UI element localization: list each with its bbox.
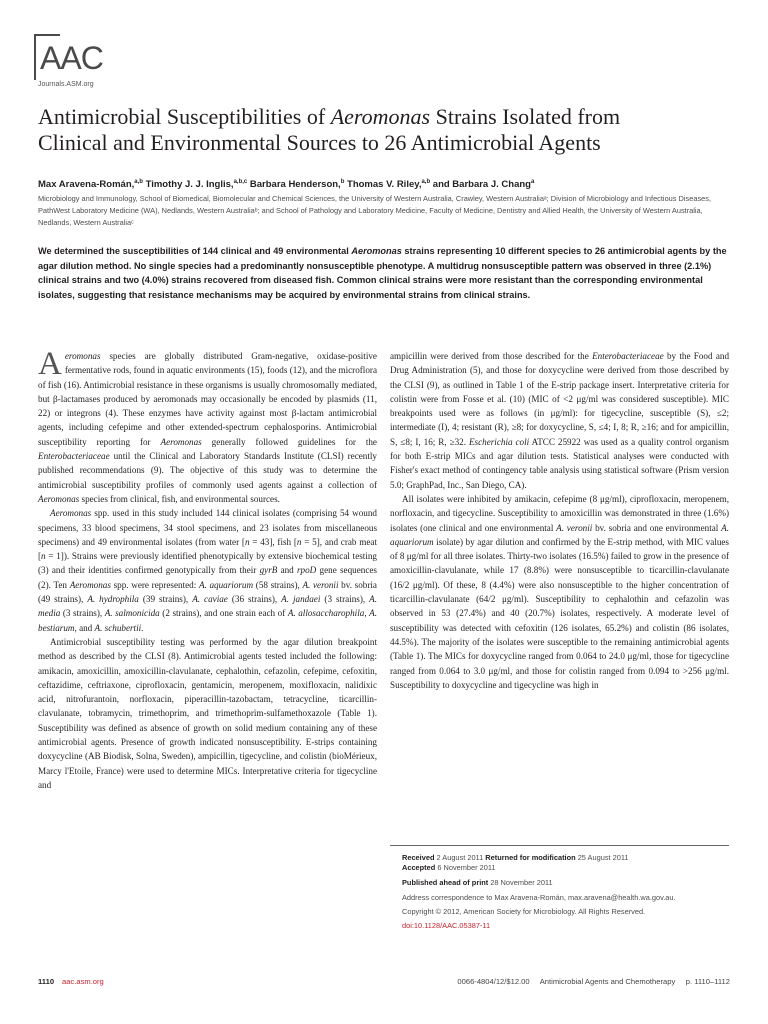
received-date: Received 2 August 2011 Returned for modification 25 August 2011 [402,853,629,862]
author: Timothy J. J. Inglis,$^{a,b,c}$ [145,179,248,191]
correspondence: Address correspondence to Max Aravena-Román, max.aravena@health.wa.gov.au. [402,893,676,902]
published-date: Published ahead of print 28 November 2011 [402,878,553,887]
copyright: Copyright © 2012, American Society for Microbiology. All Rights Reserved. [402,907,646,916]
author-list [38,176,738,191]
drop-cap: A [38,346,62,382]
journal-url-link[interactable]: aac.asm.org [62,977,104,986]
article-info-box [390,845,729,936]
logo-text: AAC [40,40,103,76]
citation-line: 0066-4804/12/$12.00 Antimicrobial Agents and Chemotherapy p. 1110–1112 [457,977,730,986]
author: Max Aravena-Román,$^{a,b}$ [38,179,143,191]
journal-logo [34,34,114,94]
author: Barbara Henderson,$^b$ [249,179,345,191]
affiliations: Microbiology and Immunology, School of Biomedical, Biomolecular and Chemical Sciences, the University of Western Australia, Crawley, Western Australiaᵃ; Division of Microbiology and Infectious Diseases, PathWest Laboratory Medicine (WA), Nedlands, Western Australiaᵇ; and School of Pathology and Laboratory Medicine, Faculty of Medicine, Dentistry and Allied Health, the University of Western Australia, Nedlands, Western Australiaᶜ [38,194,711,227]
accepted-date: Accepted 6 November 2011 [402,863,496,872]
article-title: Antimicrobial Susceptibilities of Aeromonas Strains Isolated from Clinical and Environmental Sources to 26 Antimicrobial Agents [38,104,621,155]
doi-link[interactable]: doi:10.1128/AAC.05387-11 [402,921,491,930]
abstract: We determined the susceptibilities of 144 clinical and 49 environmental Aeromonas strains representing 10 different species to 26 antimicrobial agents by the agar dilution method. No single species had a predominantly nonsusceptible phenotype. A multidrug nonsusceptible pattern was observed in three (2.1%) clinical strains and two (4.0%) strains recovered from diseased fish. Common clinical strains were more resistant than the corresponding environmental isolates, suggesting that resistance mechanisms may be acquired by environmental strains from clinical strains. [38,246,727,300]
paragraph: ampicillin were derived from those described for the Enterobacteriaceae by the Food and Drug Administration (5), and those for doxycycline were derived from those described by the CLSI (9), as outlined in Table 1 of the E-strip package insert. Interpretative criteria for colistin were from Fosse et al. (10) (MIC of <2 μg/ml was considered susceptible). MIC breakpoints used were as follows (in μg/ml): for tigecycline, susceptible (S), ≤2; intermediate (I), 4; resistant (R), ≥8; for doxycycline, S, ≤4; I, 8; R, ≥16; and for ampicillin, S, ≤8; I, 16; R, ≥32. Escherichia coli ATCC 25922 was used as a quality control organism for both E-strip MICs and agar dilution tests. Statistical analyses were conducted with Fisher's exact method of contingency table analysis using statistical software (Prism version 5.0; GraphPad, Inc., San Diego, CA). [390,351,730,490]
body-column-right [390,349,729,824]
body-column-left [38,346,378,974]
paragraph: Antimicrobial susceptibility testing was performed by the agar dilution breakpoint method as described by the CLSI (8). Antimicrobial agents tested included the following: amikacin, amoxicillin, amoxicillin-clavulanate, cephalothin, cefazolin, cefepime, cefoxitin, ceftazidime, ceftriaxone, ciprofloxacin, gentamicin, meropenem, moxifloxacin, nalidixic acid, nitrofurantoin, norfloxacin, piperacillin-tazobactam, tetracycline, ticarcillin-clavulanate, tobramycin, trimethoprim, and trimethoprim-sulfamethoxazole (Table 1). Susceptibility was defined as absence of growth on solid medium containing any of these antimicrobial agents. Presence of growth indicated nonsusceptibility. E-strips containing doxycycline (AB Biodisk, Solna, Sweden), ampicillin, tigecycline, and colistin (bioMérieux, Marcy l'Etoile, France) were used to determine MICs. Interpretative criteria for tigecycline and [38,636,377,790]
paragraph: Aeromonas species are globally distributed Gram-negative, oxidase-positive fermentative rods, found in aquatic environments (15), foods (12), and the microflora of fish (16). Antimicrobial resistance in these organisms is usually chromosomally mediated, but β-lactamases produced by aeromonads may occasionally be encoded by plasmids (11, 22) or integrons (4). These enzymes have activity against most β-lactam antimicrobial agents, including cefepime and other extended-spectrum cephalosporins. Antimicrobial susceptibility reporting for Aeromonas generally followed guidelines for the Enterobacteriaceae until the Clinical and Laboratory Standards Institute (CLSI) recently published recommendations (9). The objective of this study was to determine the antimicrobial susceptibility profiles of commonly used agents against a collection of Aeromonas species from clinical, fish, and environmental sources. [38,346,377,504]
paragraph: All isolates were inhibited by amikacin, cefepime (8 μg/ml), ciprofloxacin, meropenem, norfloxacin, and tigecycline. Susceptibility to amoxicillin was demonstrated in three (1.6%) isolates (one clinical and one environmental A. veronii bv. sobria and one environmental A. aquariorum isolate) by agar dilution and confirmed by the E-strip method, with MIC values of 8 μg/ml for all three isolates. Thirty-two isolates (16.5%) failed to grow in the presence of amoxicillin-clavulanate, while 17 (8.8%) were nonsusceptible to ticarcillin-clavulanate (16/2 μg/ml). Of these, 8 (4.4%) were also nonsusceptible to the higher concentration of ticarcillin-clavulanate (64/2 μg/ml). Susceptibility to cephalothin and cefazolin was observed in 53 (27.4%) and 40 (20.7%) isolates, respectively. A moderate level of susceptibility was detected with cefoxitin (126 isolates, 65.2%) and colistin (86 isolates, 44.5%). The majority of the isolates were susceptible to the remaining antimicrobial agents (Table 1). The MICs for doxycycline ranged from 0.064 to 24.0 μg/ml, those for tigecycline ranged from 0.064 to 3.0 μg/ml, and those for colistin ranged from 0.094 to >256 μg/ml. Susceptibility to doxycycline and tigecycline was high in [390,493,729,690]
author: Thomas V. Riley,$^{a,b}$ [347,179,431,191]
paragraph: Aeromonas spp. used in this study included 144 clinical isolates (comprising 54 wound specimens, 33 blood specimens, 34 stool specimens, and 23 isolates from miscellaneous specimens) and 49 environmental isolates (from water [n = 43], fish [n = 5], and crab meat [n = 1]). Strains were previously identified phenotypically by extensive biochemical testing (3) and their identities confirmed genotypically from their gyrB and rpoD gene sequences (2). Ten Aeromonas spp. were represented: A. aquariorum (58 strains), A. veronii bv. sobria (49 strains), A. hydrophila (39 strains), A. caviae (36 strains), A. jandaei (3 strains), A. media (3 strains), A. salmonicida (2 strains), and one strain each of A. allosaccharophila, A. bestiarum, and A. schubertii. [38,508,378,633]
author: and Barbara J. Chang$^a$ [432,179,535,191]
logo-url: Journals.ASM.org [38,81,94,88]
page-number: 1110 [38,977,55,986]
